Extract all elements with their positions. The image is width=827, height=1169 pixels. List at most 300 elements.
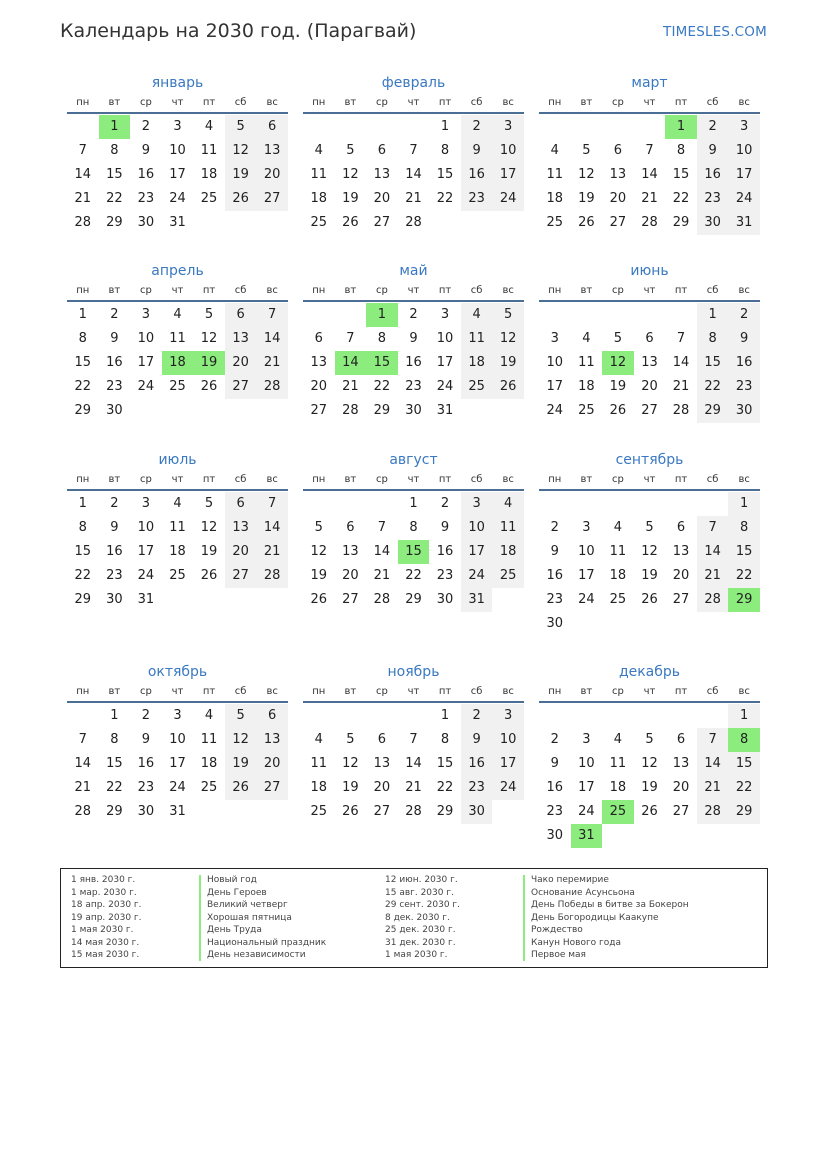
day-cell[interactable]: 10 (137, 331, 155, 346)
day-cell[interactable]: 30 (436, 592, 454, 607)
day-cell[interactable]: 10 (492, 139, 524, 163)
day-cell[interactable]: 3 (582, 520, 591, 535)
day-cell[interactable]: 27 (225, 564, 257, 588)
day-cell[interactable]: 16 (106, 544, 123, 559)
day-cell[interactable]: 12 (578, 167, 595, 182)
day-cell[interactable]: 10 (461, 516, 493, 540)
day-cell[interactable]: 17 (137, 544, 155, 559)
day-cell[interactable]: 21 (256, 540, 288, 564)
day-cell[interactable]: 14 (672, 355, 690, 370)
day-cell[interactable]: 1 (78, 496, 87, 511)
day-cell[interactable]: 18 (169, 544, 186, 559)
day-cell[interactable]: 21 (405, 191, 422, 206)
day-cell[interactable]: 23 (461, 187, 493, 211)
day-cell[interactable]: 4 (314, 143, 323, 158)
day-cell[interactable]: 12 (310, 544, 328, 559)
day-cell[interactable]: 11 (169, 331, 186, 346)
day-cell[interactable]: 13 (641, 355, 658, 370)
day-cell[interactable]: 24 (461, 564, 493, 588)
day-cell[interactable]: 23 (546, 804, 564, 819)
day-cell[interactable]: 18 (609, 568, 627, 583)
day-cell[interactable]: 23 (405, 379, 422, 394)
day-cell[interactable]: 2 (110, 496, 119, 511)
day-cell[interactable]: 26 (225, 776, 257, 800)
day-cell[interactable]: 9 (550, 544, 559, 559)
day-cell[interactable]: 27 (256, 187, 288, 211)
day-cell[interactable]: 2 (550, 520, 559, 535)
day-cell[interactable]: 16 (405, 355, 422, 370)
day-cell[interactable]: 30 (546, 616, 564, 631)
day-cell[interactable]: 29 (106, 804, 123, 819)
day-cell[interactable]: 4 (204, 708, 214, 723)
day-cell[interactable]: 26 (200, 568, 218, 583)
day-cell[interactable]: 22 (672, 191, 690, 206)
day-cell[interactable]: 7 (676, 331, 686, 346)
day-cell[interactable]: 30 (728, 399, 760, 423)
day-cell[interactable]: 31 (137, 592, 155, 607)
day-cell[interactable]: 24 (137, 379, 155, 394)
day-cell[interactable]: 27 (373, 215, 391, 230)
day-cell[interactable]: 28 (405, 804, 422, 819)
day-cell[interactable]: 27 (641, 403, 658, 418)
day-cell[interactable]: 5 (645, 520, 654, 535)
day-cell[interactable]: 25 (310, 215, 328, 230)
day-cell[interactable]: 5 (346, 143, 355, 158)
day-cell[interactable]: 23 (137, 780, 155, 795)
day-cell[interactable]: 4 (314, 732, 323, 747)
day-cell[interactable]: 17 (492, 163, 524, 187)
day-cell[interactable]: 25 (492, 564, 524, 588)
day-cell[interactable]: 14 (256, 516, 288, 540)
day-cell[interactable]: 23 (106, 568, 123, 583)
day-cell[interactable]: 23 (137, 191, 155, 206)
day-cell[interactable]: 4 (492, 492, 524, 516)
day-cell[interactable]: 15 (106, 756, 123, 771)
day-cell-holiday[interactable]: 31 (571, 824, 603, 848)
day-cell[interactable]: 10 (436, 331, 454, 346)
day-cell[interactable]: 16 (461, 752, 493, 776)
day-cell[interactable]: 2 (461, 115, 493, 139)
day-cell[interactable]: 8 (377, 331, 387, 346)
day-cell[interactable]: 9 (550, 756, 559, 771)
day-cell[interactable]: 1 (728, 704, 760, 728)
day-cell[interactable]: 1 (440, 708, 450, 723)
day-cell[interactable]: 7 (78, 732, 87, 747)
day-cell[interactable]: 2 (141, 119, 151, 134)
day-cell[interactable]: 2 (409, 307, 418, 322)
day-cell-holiday[interactable]: 29 (728, 588, 760, 612)
day-cell[interactable]: 11 (609, 544, 627, 559)
day-cell[interactable]: 20 (609, 191, 627, 206)
day-cell[interactable]: 2 (728, 303, 760, 327)
day-cell[interactable]: 12 (225, 728, 257, 752)
day-cell[interactable]: 10 (578, 544, 595, 559)
day-cell[interactable]: 26 (225, 187, 257, 211)
day-cell[interactable]: 10 (728, 139, 760, 163)
day-cell[interactable]: 8 (110, 732, 119, 747)
day-cell[interactable]: 28 (74, 804, 92, 819)
day-cell[interactable]: 11 (461, 327, 493, 351)
day-cell[interactable]: 18 (578, 379, 595, 394)
day-cell[interactable]: 13 (342, 544, 359, 559)
day-cell[interactable]: 19 (641, 568, 658, 583)
day-cell[interactable]: 29 (436, 804, 454, 819)
day-cell[interactable]: 20 (373, 780, 391, 795)
day-cell[interactable]: 1 (697, 303, 729, 327)
day-cell-holiday[interactable]: 12 (602, 351, 634, 375)
day-cell[interactable]: 4 (173, 496, 182, 511)
day-cell[interactable]: 15 (697, 351, 729, 375)
day-cell[interactable]: 3 (141, 496, 151, 511)
day-cell[interactable]: 24 (578, 804, 595, 819)
day-cell[interactable]: 29 (672, 215, 690, 230)
day-cell-holiday[interactable]: 1 (99, 115, 131, 139)
day-cell[interactable]: 24 (546, 403, 564, 418)
day-cell-holiday[interactable]: 1 (665, 115, 697, 139)
day-cell[interactable]: 25 (609, 592, 627, 607)
day-cell[interactable]: 9 (141, 732, 151, 747)
day-cell[interactable]: 30 (106, 403, 123, 418)
day-cell[interactable]: 20 (310, 379, 328, 394)
day-cell[interactable]: 25 (461, 375, 493, 399)
day-cell[interactable]: 16 (546, 568, 564, 583)
day-cell[interactable]: 3 (461, 492, 493, 516)
day-cell[interactable]: 12 (492, 327, 524, 351)
day-cell[interactable]: 10 (578, 756, 595, 771)
day-cell[interactable]: 20 (373, 191, 391, 206)
day-cell[interactable]: 28 (672, 403, 690, 418)
day-cell[interactable]: 24 (728, 187, 760, 211)
day-cell[interactable]: 7 (78, 143, 87, 158)
day-cell[interactable]: 5 (645, 732, 654, 747)
day-cell[interactable]: 15 (106, 167, 123, 182)
day-cell[interactable]: 23 (546, 592, 564, 607)
day-cell[interactable]: 14 (641, 167, 658, 182)
day-cell[interactable]: 31 (169, 804, 186, 819)
day-cell[interactable]: 17 (546, 379, 564, 394)
day-cell[interactable]: 3 (582, 732, 591, 747)
day-cell[interactable]: 8 (728, 516, 760, 540)
day-cell[interactable]: 21 (405, 780, 422, 795)
day-cell[interactable]: 14 (405, 167, 422, 182)
day-cell[interactable]: 20 (256, 752, 288, 776)
day-cell[interactable]: 13 (225, 516, 257, 540)
day-cell[interactable]: 17 (578, 780, 595, 795)
day-cell[interactable]: 5 (346, 732, 355, 747)
day-cell[interactable]: 13 (609, 167, 627, 182)
day-cell[interactable]: 16 (461, 163, 493, 187)
day-cell-holiday[interactable]: 18 (162, 351, 194, 375)
day-cell[interactable]: 14 (256, 327, 288, 351)
day-cell[interactable]: 15 (672, 167, 690, 182)
day-cell[interactable]: 28 (256, 564, 288, 588)
day-cell[interactable]: 20 (672, 780, 690, 795)
day-cell[interactable]: 23 (728, 375, 760, 399)
day-cell[interactable]: 20 (342, 568, 359, 583)
day-cell[interactable]: 29 (74, 592, 92, 607)
day-cell[interactable]: 6 (314, 331, 323, 346)
site-link[interactable]: TIMESLES.COM (663, 24, 767, 40)
day-cell[interactable]: 31 (728, 211, 760, 235)
day-cell[interactable]: 17 (137, 355, 155, 370)
day-cell[interactable]: 14 (373, 544, 391, 559)
day-cell[interactable]: 21 (74, 780, 92, 795)
day-cell[interactable]: 26 (310, 592, 328, 607)
day-cell[interactable]: 9 (141, 143, 151, 158)
day-cell[interactable]: 6 (377, 143, 387, 158)
day-cell[interactable]: 2 (697, 115, 729, 139)
day-cell[interactable]: 19 (641, 780, 658, 795)
day-cell[interactable]: 26 (200, 379, 218, 394)
day-cell[interactable]: 3 (141, 307, 151, 322)
day-cell[interactable]: 18 (609, 780, 627, 795)
day-cell[interactable]: 5 (204, 307, 214, 322)
day-cell[interactable]: 9 (110, 331, 119, 346)
day-cell[interactable]: 24 (492, 776, 524, 800)
day-cell[interactable]: 6 (256, 115, 288, 139)
day-cell[interactable]: 28 (74, 215, 92, 230)
day-cell[interactable]: 11 (310, 167, 328, 182)
day-cell[interactable]: 1 (728, 492, 760, 516)
day-cell[interactable]: 30 (405, 403, 422, 418)
day-cell[interactable]: 30 (137, 215, 155, 230)
day-cell[interactable]: 17 (578, 568, 595, 583)
day-cell[interactable]: 22 (728, 564, 760, 588)
day-cell[interactable]: 2 (141, 708, 151, 723)
day-cell[interactable]: 3 (173, 708, 182, 723)
day-cell[interactable]: 12 (342, 756, 359, 771)
day-cell[interactable]: 17 (492, 752, 524, 776)
day-cell[interactable]: 27 (342, 592, 359, 607)
day-cell-holiday[interactable]: 14 (335, 351, 367, 375)
day-cell-holiday[interactable]: 15 (366, 351, 398, 375)
day-cell[interactable]: 12 (200, 331, 218, 346)
day-cell[interactable]: 22 (74, 568, 92, 583)
day-cell[interactable]: 22 (106, 191, 123, 206)
day-cell[interactable]: 1 (110, 708, 119, 723)
day-cell[interactable]: 10 (546, 355, 564, 370)
day-cell[interactable]: 19 (310, 568, 328, 583)
day-cell[interactable]: 22 (697, 375, 729, 399)
day-cell[interactable]: 30 (697, 211, 729, 235)
day-cell[interactable]: 24 (169, 191, 186, 206)
day-cell[interactable]: 21 (342, 379, 359, 394)
day-cell[interactable]: 21 (373, 568, 391, 583)
day-cell[interactable]: 23 (106, 379, 123, 394)
day-cell[interactable]: 6 (225, 303, 257, 327)
day-cell[interactable]: 30 (106, 592, 123, 607)
day-cell[interactable]: 9 (409, 331, 418, 346)
day-cell[interactable]: 16 (106, 355, 123, 370)
day-cell[interactable]: 19 (342, 191, 359, 206)
day-cell[interactable]: 31 (461, 588, 493, 612)
day-cell[interactable]: 4 (204, 119, 214, 134)
day-cell[interactable]: 23 (697, 187, 729, 211)
day-cell[interactable]: 9 (728, 327, 760, 351)
day-cell[interactable]: 15 (74, 355, 92, 370)
day-cell[interactable]: 3 (440, 307, 450, 322)
day-cell[interactable]: 20 (225, 540, 257, 564)
day-cell[interactable]: 7 (645, 143, 654, 158)
day-cell[interactable]: 29 (74, 403, 92, 418)
day-cell[interactable]: 29 (697, 399, 729, 423)
day-cell[interactable]: 30 (546, 828, 564, 843)
day-cell[interactable]: 11 (310, 756, 328, 771)
day-cell[interactable]: 10 (492, 728, 524, 752)
day-cell[interactable]: 23 (461, 776, 493, 800)
day-cell[interactable]: 26 (578, 215, 595, 230)
day-cell[interactable]: 7 (697, 516, 729, 540)
day-cell[interactable]: 29 (405, 592, 422, 607)
day-cell[interactable]: 26 (641, 592, 658, 607)
day-cell[interactable]: 26 (492, 375, 524, 399)
day-cell[interactable]: 27 (256, 776, 288, 800)
day-cell[interactable]: 6 (377, 732, 387, 747)
day-cell[interactable]: 12 (641, 756, 658, 771)
day-cell[interactable]: 9 (110, 520, 119, 535)
day-cell[interactable]: 12 (641, 544, 658, 559)
day-cell[interactable]: 2 (110, 307, 119, 322)
day-cell[interactable]: 15 (74, 544, 92, 559)
day-cell[interactable]: 17 (169, 756, 186, 771)
day-cell[interactable]: 7 (409, 732, 418, 747)
day-cell[interactable]: 16 (697, 163, 729, 187)
day-cell[interactable]: 14 (697, 752, 729, 776)
day-cell[interactable]: 18 (546, 191, 564, 206)
day-cell[interactable]: 5 (314, 520, 323, 535)
day-cell[interactable]: 27 (225, 375, 257, 399)
day-cell[interactable]: 8 (676, 143, 686, 158)
day-cell[interactable]: 19 (609, 379, 627, 394)
day-cell[interactable]: 13 (672, 544, 690, 559)
day-cell[interactable]: 25 (310, 804, 328, 819)
day-cell[interactable]: 17 (436, 355, 454, 370)
day-cell[interactable]: 11 (169, 520, 186, 535)
day-cell[interactable]: 13 (373, 167, 391, 182)
day-cell[interactable]: 3 (492, 704, 524, 728)
day-cell[interactable]: 3 (173, 119, 182, 134)
day-cell[interactable]: 29 (373, 403, 391, 418)
day-cell[interactable]: 5 (204, 496, 214, 511)
day-cell[interactable]: 25 (546, 215, 564, 230)
day-cell[interactable]: 11 (200, 143, 218, 158)
day-cell[interactable]: 2 (440, 496, 450, 511)
day-cell[interactable]: 7 (256, 492, 288, 516)
day-cell-holiday[interactable]: 1 (366, 303, 398, 327)
day-cell[interactable]: 20 (225, 351, 257, 375)
day-cell[interactable]: 4 (582, 331, 591, 346)
day-cell[interactable]: 9 (461, 139, 493, 163)
day-cell[interactable]: 10 (137, 520, 155, 535)
day-cell[interactable]: 8 (110, 143, 119, 158)
day-cell[interactable]: 4 (550, 143, 559, 158)
day-cell[interactable]: 28 (405, 215, 422, 230)
day-cell[interactable]: 18 (200, 167, 218, 182)
day-cell[interactable]: 21 (697, 564, 729, 588)
day-cell[interactable]: 11 (578, 355, 595, 370)
day-cell[interactable]: 11 (546, 167, 564, 182)
day-cell[interactable]: 7 (377, 520, 387, 535)
day-cell[interactable]: 8 (409, 520, 418, 535)
day-cell[interactable]: 19 (342, 780, 359, 795)
day-cell[interactable]: 4 (613, 520, 623, 535)
day-cell[interactable]: 16 (137, 756, 155, 771)
day-cell[interactable]: 30 (461, 800, 493, 824)
day-cell[interactable]: 29 (106, 215, 123, 230)
day-cell[interactable]: 15 (436, 167, 454, 182)
day-cell[interactable]: 16 (546, 780, 564, 795)
day-cell[interactable]: 19 (225, 163, 257, 187)
day-cell[interactable]: 4 (173, 307, 182, 322)
day-cell[interactable]: 19 (578, 191, 595, 206)
day-cell[interactable]: 31 (436, 403, 454, 418)
day-cell[interactable]: 2 (550, 732, 559, 747)
day-cell-holiday[interactable]: 8 (728, 728, 760, 752)
day-cell[interactable]: 3 (728, 115, 760, 139)
day-cell[interactable]: 22 (436, 780, 454, 795)
day-cell[interactable]: 14 (697, 540, 729, 564)
day-cell[interactable]: 17 (728, 163, 760, 187)
day-cell[interactable]: 11 (609, 756, 627, 771)
day-cell[interactable]: 22 (436, 191, 454, 206)
day-cell[interactable]: 31 (169, 215, 186, 230)
day-cell[interactable]: 28 (697, 588, 729, 612)
day-cell[interactable]: 7 (697, 728, 729, 752)
day-cell[interactable]: 24 (492, 187, 524, 211)
day-cell[interactable]: 7 (409, 143, 418, 158)
day-cell[interactable]: 28 (342, 403, 359, 418)
day-cell[interactable]: 12 (200, 520, 218, 535)
day-cell[interactable]: 26 (641, 804, 658, 819)
day-cell[interactable]: 29 (728, 800, 760, 824)
day-cell[interactable]: 26 (342, 804, 359, 819)
day-cell[interactable]: 21 (256, 351, 288, 375)
day-cell[interactable]: 22 (74, 379, 92, 394)
day-cell[interactable]: 1 (409, 496, 418, 511)
day-cell[interactable]: 28 (373, 592, 391, 607)
day-cell[interactable]: 27 (672, 592, 690, 607)
day-cell[interactable]: 20 (256, 163, 288, 187)
day-cell[interactable]: 16 (137, 167, 155, 182)
day-cell[interactable]: 19 (200, 544, 218, 559)
day-cell-holiday[interactable]: 15 (398, 540, 430, 564)
day-cell[interactable]: 22 (405, 568, 422, 583)
day-cell[interactable]: 15 (436, 756, 454, 771)
day-cell[interactable]: 12 (342, 167, 359, 182)
day-cell[interactable]: 19 (225, 752, 257, 776)
day-cell[interactable]: 25 (169, 568, 186, 583)
day-cell[interactable]: 25 (578, 403, 595, 418)
day-cell[interactable]: 11 (492, 516, 524, 540)
day-cell[interactable]: 25 (200, 780, 218, 795)
day-cell[interactable]: 6 (613, 143, 623, 158)
day-cell[interactable]: 22 (373, 379, 391, 394)
day-cell[interactable]: 18 (492, 540, 524, 564)
day-cell[interactable]: 5 (492, 303, 524, 327)
day-cell[interactable]: 4 (461, 303, 493, 327)
day-cell[interactable]: 6 (645, 331, 654, 346)
day-cell[interactable]: 18 (310, 780, 328, 795)
day-cell[interactable]: 8 (78, 520, 87, 535)
day-cell[interactable]: 27 (310, 403, 328, 418)
day-cell[interactable]: 21 (697, 776, 729, 800)
day-cell[interactable]: 5 (582, 143, 591, 158)
day-cell[interactable]: 13 (256, 139, 288, 163)
day-cell[interactable]: 13 (672, 756, 690, 771)
day-cell[interactable]: 21 (672, 379, 690, 394)
day-cell[interactable]: 21 (74, 191, 92, 206)
day-cell[interactable]: 27 (672, 804, 690, 819)
